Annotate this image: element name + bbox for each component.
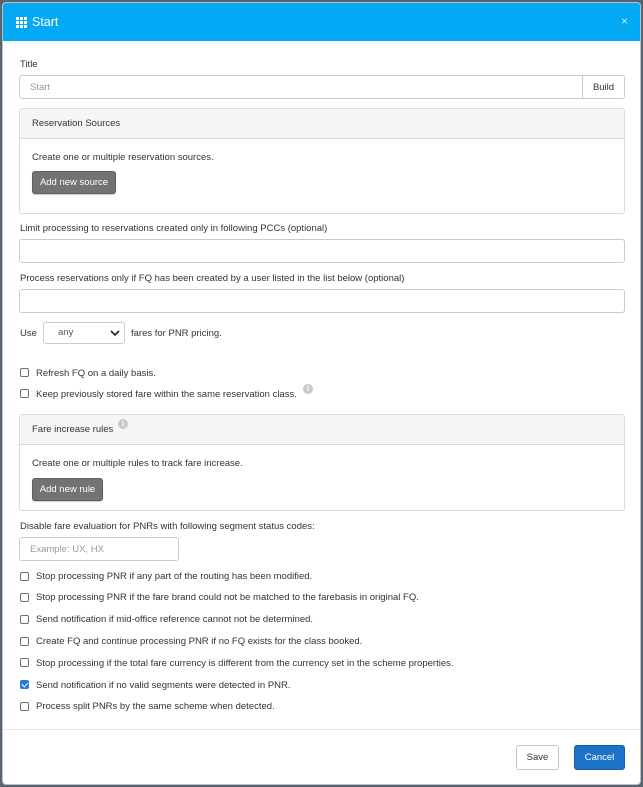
title-label: Title	[20, 59, 38, 70]
fares-prefix-label: Use	[20, 328, 37, 339]
notify-no-segments-label: Send notification if no valid segments were detected in PNR.	[36, 680, 291, 691]
close-icon[interactable]: ×	[620, 14, 628, 28]
add-new-rule-button[interactable]: Add new rule	[32, 478, 103, 501]
fare-increase-panel	[19, 414, 625, 511]
reservation-sources-description: Create one or multiple reservation sources.	[32, 152, 214, 163]
add-new-source-button[interactable]: Add new source	[32, 171, 116, 194]
build-button[interactable]: Build	[582, 75, 625, 99]
refresh-fq-checkbox[interactable]	[20, 368, 29, 377]
notify-mid-office-label: Send notification if mid-office reference cannot not be determined.	[36, 614, 314, 625]
keep-fare-label: Keep previously stored fare within the same reservation class.	[36, 389, 297, 400]
create-fq-label: Create FQ and continue processing PNR if no FQ exists for the class booked.	[36, 636, 363, 647]
create-fq-checkbox[interactable]	[20, 637, 29, 646]
refresh-fq-label: Refresh FQ on a daily basis.	[36, 368, 156, 379]
save-button[interactable]: Save	[516, 745, 559, 770]
segment-status-label: Disable fare evaluation for PNRs with following segment status codes:	[20, 521, 315, 532]
keep-fare-checkbox[interactable]	[20, 389, 29, 398]
start-dialog	[2, 2, 641, 785]
chevron-down-icon	[110, 329, 120, 337]
info-icon[interactable]: i	[303, 384, 313, 394]
stop-fare-brand-label: Stop processing PNR if the fare brand could not be matched to the farebasis in original FQ.	[36, 592, 419, 603]
fares-suffix-label: fares for PNR pricing.	[131, 328, 222, 339]
cancel-button[interactable]: Cancel	[574, 745, 625, 770]
notify-mid-office-checkbox[interactable]	[20, 615, 29, 624]
fare-increase-description: Create one or multiple rules to track fare increase.	[32, 458, 243, 469]
reservation-sources-heading: Reservation Sources	[20, 109, 624, 139]
stop-routing-modified-checkbox[interactable]	[20, 572, 29, 581]
grid-icon	[16, 17, 27, 28]
fares-select[interactable]	[43, 322, 125, 344]
user-filter-label: Process reservations only if FQ has been created by a user listed in the list below (optional)	[20, 273, 405, 284]
pcc-filter-input[interactable]	[19, 239, 625, 263]
fare-increase-heading	[20, 415, 624, 445]
reservation-sources-panel	[19, 108, 625, 214]
split-pnr-label: Process split PNRs by the same scheme when detected.	[36, 701, 275, 712]
user-filter-input[interactable]	[19, 289, 625, 313]
stop-currency-label: Stop processing if the total fare currency is different from the currency set in the scheme properties.	[36, 658, 454, 669]
info-icon[interactable]: i	[118, 419, 128, 429]
title-input[interactable]	[19, 75, 583, 99]
fare-increase-title: Fare increase rules	[32, 424, 114, 435]
dialog-title: Start	[32, 15, 59, 29]
split-pnr-checkbox[interactable]	[20, 702, 29, 711]
footer-divider	[3, 729, 640, 730]
pcc-filter-label: Limit processing to reservations created only in following PCCs (optional)	[20, 223, 328, 234]
stop-fare-brand-checkbox[interactable]	[20, 593, 29, 602]
dialog-header	[3, 3, 640, 41]
stop-currency-checkbox[interactable]	[20, 658, 29, 667]
notify-no-segments-checkbox[interactable]	[20, 680, 29, 689]
stop-routing-modified-label: Stop processing PNR if any part of the routing has been modified.	[36, 571, 313, 582]
fares-select-value: any	[58, 327, 74, 338]
segment-status-input[interactable]	[19, 537, 179, 561]
